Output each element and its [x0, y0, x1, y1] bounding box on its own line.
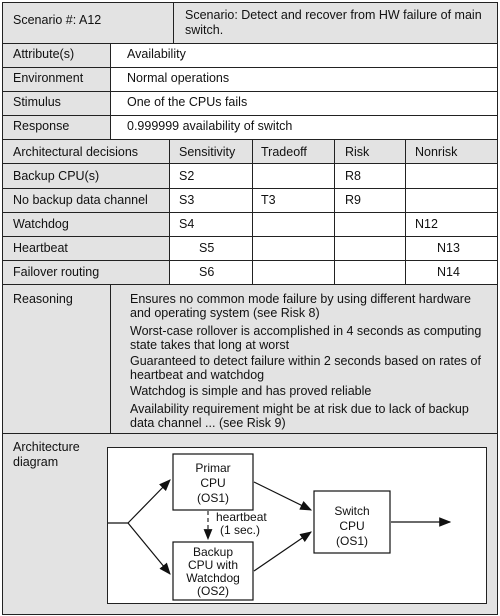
primary-line-1: Primar [195, 461, 231, 475]
arrow-primary-to-switch [254, 482, 311, 510]
switch-line-2: CPU [339, 519, 365, 533]
nonrisk-value: N13 [437, 241, 460, 255]
backup-line-1: Backup [192, 545, 234, 559]
sensitivity-value: S4 [179, 217, 195, 231]
reasoning-divider [110, 284, 111, 433]
backup-line-2: CPU with [187, 558, 239, 572]
decision-name: Watchdog [13, 217, 69, 231]
scenario-description: Scenario: Detect and recover from HW failure of main switch. [185, 8, 482, 37]
arrow-to-backup [128, 523, 170, 574]
header-divider [173, 3, 174, 43]
row-divider [3, 67, 497, 68]
reasoning-item: Worst-case rollover is accomplished in 4 seconds as computing state takes that long at worst [130, 324, 482, 352]
header-risk: Risk [345, 145, 370, 159]
sensitivity-value: S2 [179, 169, 195, 183]
decision-name: No backup data channel [13, 193, 148, 207]
scenario-number: Scenario #: A12 [13, 13, 102, 27]
diagram-label: Architecture diagram [13, 440, 80, 469]
environment-value: Normal operations [127, 71, 230, 85]
header-sensitivity: Sensitivity [179, 145, 236, 159]
header-tradeoff: Tradeoff [261, 145, 307, 159]
row-divider [3, 91, 497, 92]
stimulus-value: One of the CPUs fails [127, 95, 248, 109]
attribute-value: Availability [127, 47, 186, 61]
attribute-label: Attribute(s) [13, 47, 75, 61]
reasoning-item: Guaranteed to detect failure within 2 seconds based on rates of heartbeat and watchdog [130, 354, 481, 382]
reasoning-item: Watchdog is simple and has proved reliable [130, 384, 372, 398]
response-label: Response [13, 119, 70, 133]
row-divider [3, 260, 497, 261]
row-divider [3, 188, 497, 189]
arrow-backup-to-switch [254, 532, 311, 571]
tradeoff-value: T3 [261, 193, 276, 207]
row-divider [3, 236, 497, 237]
response-value: 0.999999 availability of switch [127, 119, 293, 133]
heartbeat-label: heartbeat [216, 510, 267, 524]
nonrisk-value: N12 [415, 217, 438, 231]
sensitivity-value: S6 [199, 265, 215, 279]
decision-name: Failover routing [13, 265, 100, 279]
environment-label: Environment [13, 71, 84, 85]
row-divider [3, 115, 497, 116]
architecture-diagram [107, 447, 487, 604]
reasoning-label: Reasoning [13, 292, 73, 306]
header-decisions: Architectural decisions [13, 145, 139, 159]
reasoning-item: Availability requirement might be at risk due to lack of backup data channel ... (see Risk 9) [130, 402, 469, 430]
decision-name: Backup CPU(s) [13, 169, 100, 183]
sensitivity-value: S5 [199, 241, 215, 255]
row-divider [3, 212, 497, 213]
sensitivity-value: S3 [179, 193, 195, 207]
primary-line-3: (OS1) [196, 491, 230, 505]
risk-value: R9 [345, 193, 361, 207]
switch-line-3: (OS1) [335, 534, 369, 548]
primary-line-2: CPU [200, 476, 226, 490]
header-nonrisk: Nonrisk [415, 145, 458, 159]
risk-value: R8 [345, 169, 361, 183]
reasoning-item: Ensures no common mode failure by using different hardware and operating system (see Risk 8) [130, 292, 471, 320]
switch-line-1: Switch [334, 504, 370, 518]
architecture-diagram-svg [108, 448, 486, 603]
row-divider [3, 163, 497, 164]
stimulus-label: Stimulus [13, 95, 61, 109]
backup-line-3: Watchdog [186, 571, 240, 585]
backup-line-4: (OS2) [196, 584, 230, 598]
heartbeat-interval: (1 sec.) [220, 523, 261, 537]
arrow-to-primary [128, 480, 170, 523]
nonrisk-value: N14 [437, 265, 460, 279]
decision-name: Heartbeat [13, 241, 68, 255]
